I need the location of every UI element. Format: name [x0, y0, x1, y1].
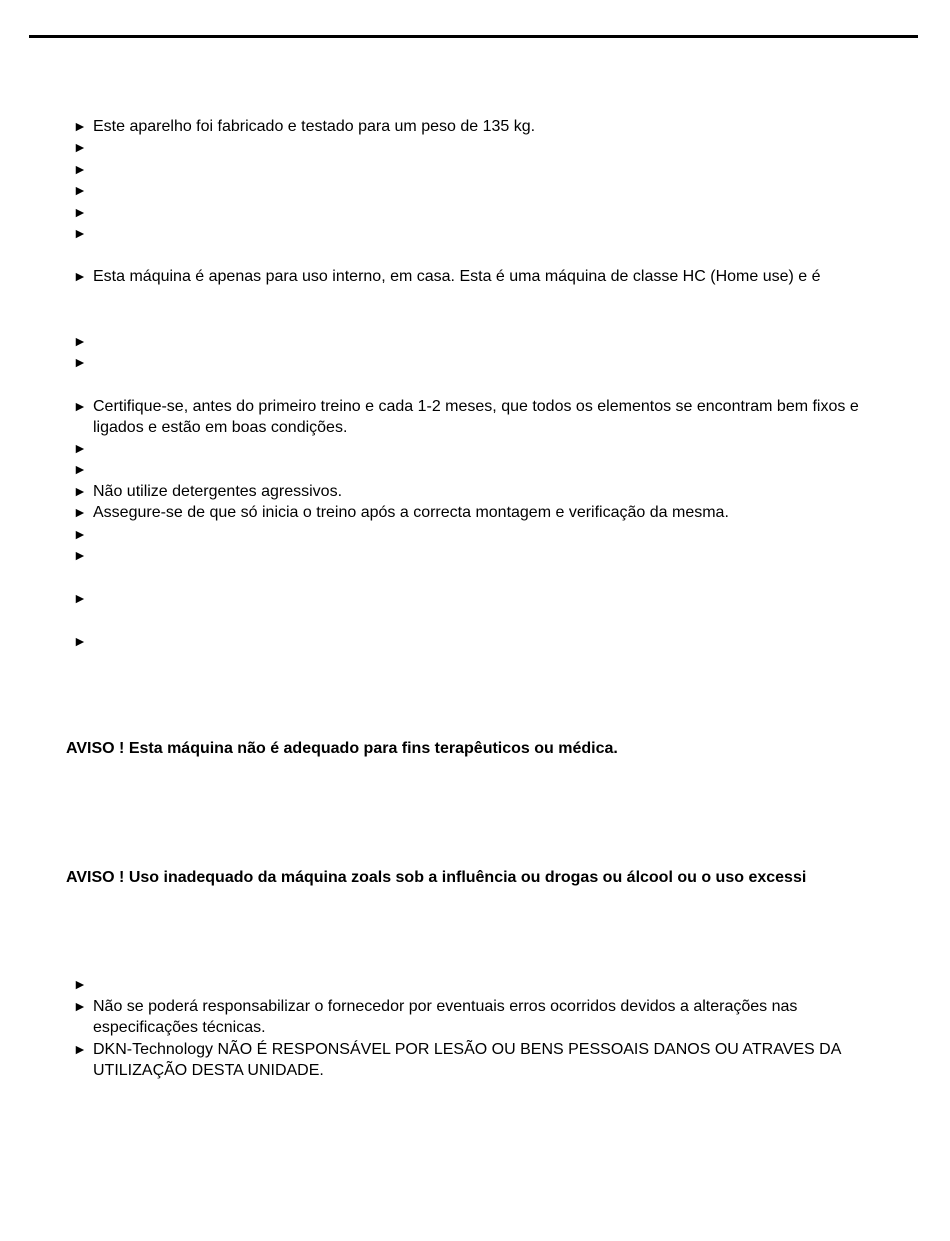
bullet-icon: ►: [73, 504, 87, 520]
list-item-text: Esta máquina é apenas para uso interno, em casa. Esta é uma máquina de classe HC (Home use) e é: [93, 268, 821, 285]
header-rule: [29, 35, 918, 38]
list-item: [73, 396, 903, 438]
bullet-icon: ►: [73, 333, 87, 349]
list-item-text: DKN-Technology NÃO É RESPONSÁVEL POR LESÃO OU BENS PESSOAIS DANOS OU ATRAVES DA UTILIZAÇÃO DESTA UNIDADE.: [93, 1041, 841, 1079]
list-item: [73, 266, 923, 287]
bullet-icon: ►: [73, 998, 87, 1014]
bullet-icon: ►: [73, 161, 87, 177]
bullet-icon: ►: [73, 633, 87, 649]
list-item-text: Este aparelho foi fabricado e testado para um peso de 135 kg.: [93, 118, 536, 135]
list-item-text: Assegure-se de que só inicia o treino após a correcta montagem e verificação da mesma.: [93, 504, 729, 521]
bullet-icon: ►: [73, 590, 87, 606]
list-item: [73, 996, 893, 1038]
bullet-icon: ►: [73, 483, 87, 499]
bullet-icon: ►: [73, 461, 87, 477]
bullet-icon: ►: [73, 440, 87, 456]
bullet-icon: ►: [73, 204, 87, 220]
list-item: [73, 481, 923, 502]
bullet-icon: ►: [73, 526, 87, 542]
bullet-icon: ►: [73, 139, 87, 155]
warning-therapeutic: AVISO ! Esta máquina não é adequado para fins terapêuticos ou médica.: [66, 740, 618, 757]
list-item-text: Não utilize detergentes agressivos.: [93, 483, 343, 500]
list-item: [73, 1039, 918, 1081]
bullet-icon: ►: [73, 976, 87, 992]
bullet-icon: ►: [73, 354, 87, 370]
bullet-icon: ►: [73, 398, 87, 414]
list-item: [73, 502, 923, 523]
bullet-icon: ►: [73, 547, 87, 563]
bullet-icon: ►: [73, 225, 87, 241]
list-item-text: Certifique-se, antes do primeiro treino e cada 1-2 meses, que todos os elementos se encontram bem fixos e ligados e estão em boas condições.: [93, 398, 859, 436]
list-item: [73, 116, 923, 137]
bullet-icon: ►: [73, 118, 87, 134]
warning-misuse: AVISO ! Uso inadequado da máquina zoals sob a influência ou drogas ou álcool ou o uso excessi: [66, 869, 807, 886]
list-item-text: Não se poderá responsabilizar o fornecedor por eventuais erros ocorridos devidos a alterações nas especificações técnicas.: [93, 998, 798, 1036]
bullet-icon: ►: [73, 1041, 87, 1057]
bullet-icon: ►: [73, 268, 87, 284]
bullet-icon: ►: [73, 182, 87, 198]
